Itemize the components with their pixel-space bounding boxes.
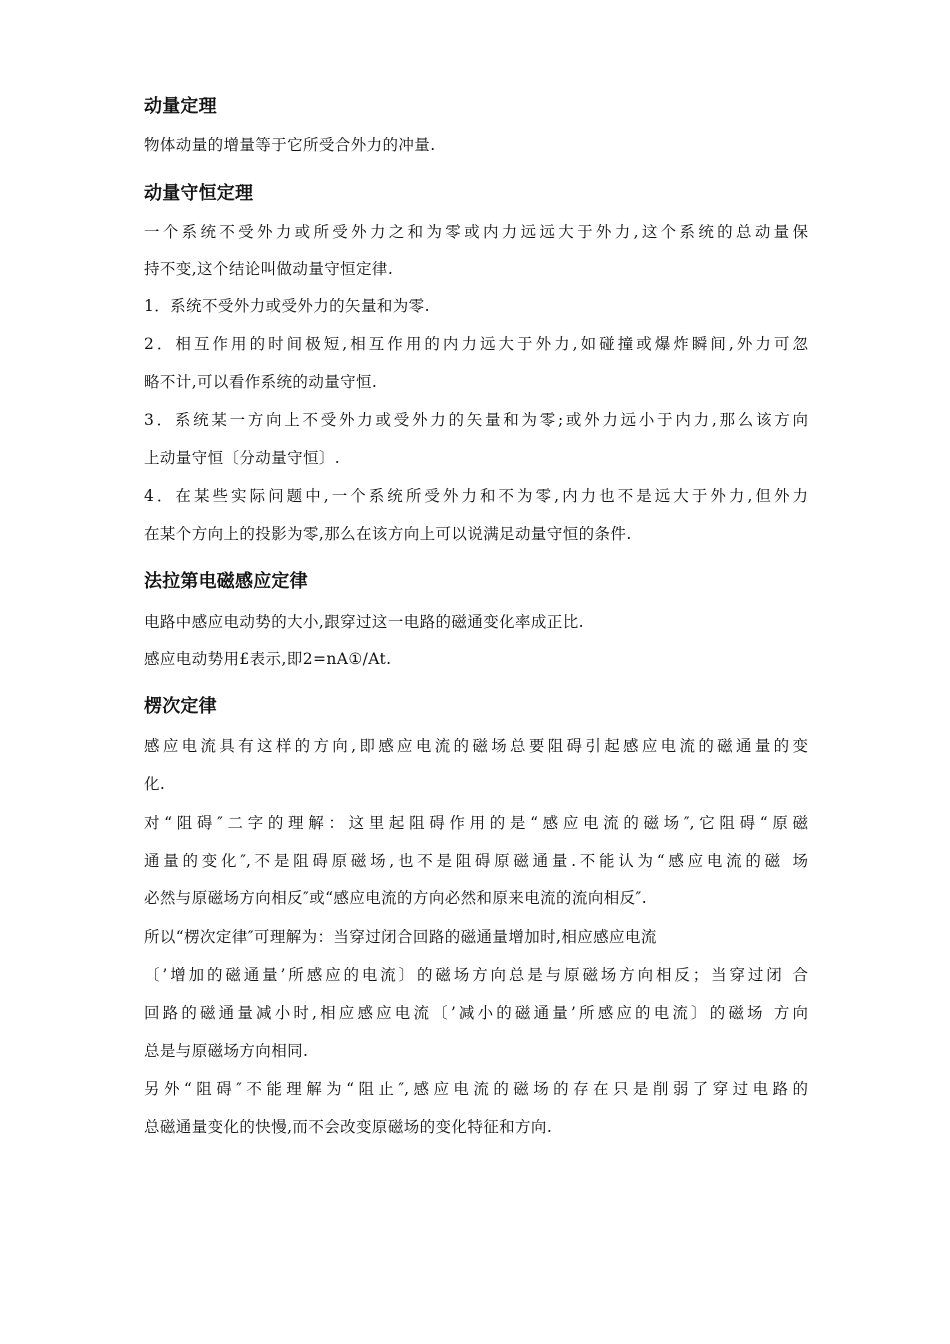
paragraph-line: 持不变,这个结论叫做动量守恒定律. bbox=[144, 260, 394, 278]
paragraph-line: 一个系统不受外力或所受外力之和为零或内力远远大于外力,这个系统的总动量保 bbox=[144, 223, 808, 241]
paragraph-line: 回路的磁通量减小时,相应感应电流〔’减小的磁通量’所感应的电流〕的磁场 方向 bbox=[144, 1004, 808, 1022]
list-item-1: 1．系统不受外力或受外力的矢量和为零. bbox=[144, 297, 430, 315]
paragraph-line: 另外“阻碍″不能理解为“阻止″,感应电流的磁场的存在只是削弱了穿过电路的 bbox=[144, 1080, 808, 1098]
paragraph-line: 感应电流具有这样的方向,即感应电流的磁场总要阻碍引起感应电流的磁通量的变 bbox=[144, 737, 808, 755]
paragraph-line: 〔’增加的磁通量’所感应的电流〕的磁场方向总是与原磁场方向相反；当穿过闭 合 bbox=[144, 966, 808, 984]
list-item-3-continued: 上动量守恒〔分动量守恒〕. bbox=[144, 449, 341, 467]
list-item-2: 2．相互作用的时间极短,相互作用的内力远大于外力,如碰撞或爆炸瞬间,外力可忽 bbox=[144, 335, 808, 353]
section-heading-momentum-conservation: 动量守恒定理 bbox=[144, 183, 254, 204]
paragraph-line: 化. bbox=[144, 775, 166, 793]
paragraph-line: 对“阻碍″二字的理解：这里起阻碍作用的是“感应电流的磁场″,它阻碍“原磁 bbox=[144, 814, 808, 832]
list-item-2-continued: 略不计,可以看作系统的动量守恒. bbox=[144, 373, 378, 391]
section-heading-lenz-law: 楞次定律 bbox=[144, 696, 217, 717]
list-item-4-continued: 在某个方向上的投影为零,那么在该方向上可以说满足动量守恒的条件. bbox=[144, 525, 632, 543]
list-item-3: 3．系统某一方向上不受外力或受外力的矢量和为零;或外力远小于内力,那么该方向 bbox=[144, 411, 808, 429]
paragraph-line: 感应电动势用£表示,即2=nA①/At. bbox=[144, 650, 392, 668]
paragraph-line: 电路中感应电动势的大小,跟穿过这一电路的磁通变化率成正比. bbox=[144, 613, 584, 631]
section-heading-momentum-theorem: 动量定理 bbox=[144, 96, 217, 117]
paragraph-line: 总是与原磁场方向相同. bbox=[144, 1042, 309, 1060]
paragraph-line: 必然与原磁场方向相反″或“感应电流的方向必然和原来电流的流向相反″. bbox=[144, 889, 648, 907]
paragraph-line: 通量的变化″,不是阻碍原磁场,也不是阻碍原磁通量.不能认为“感应电流的磁 场 bbox=[144, 852, 808, 870]
paragraph-line: 总磁通量变化的快慢,而不会改变原磁场的变化特征和方向. bbox=[144, 1118, 553, 1136]
paragraph-line: 所以“楞次定律″可理解为：当穿过闭合回路的磁通量增加时,相应感应电流 bbox=[144, 928, 657, 946]
section-heading-faraday-law: 法拉第电磁感应定律 bbox=[144, 571, 308, 592]
paragraph-line: 物体动量的增量等于它所受合外力的冲量. bbox=[144, 136, 436, 154]
list-item-4: 4．在某些实际问题中,一个系统所受外力和不为零,内力也不是远大于外力,但外力 bbox=[144, 487, 808, 505]
